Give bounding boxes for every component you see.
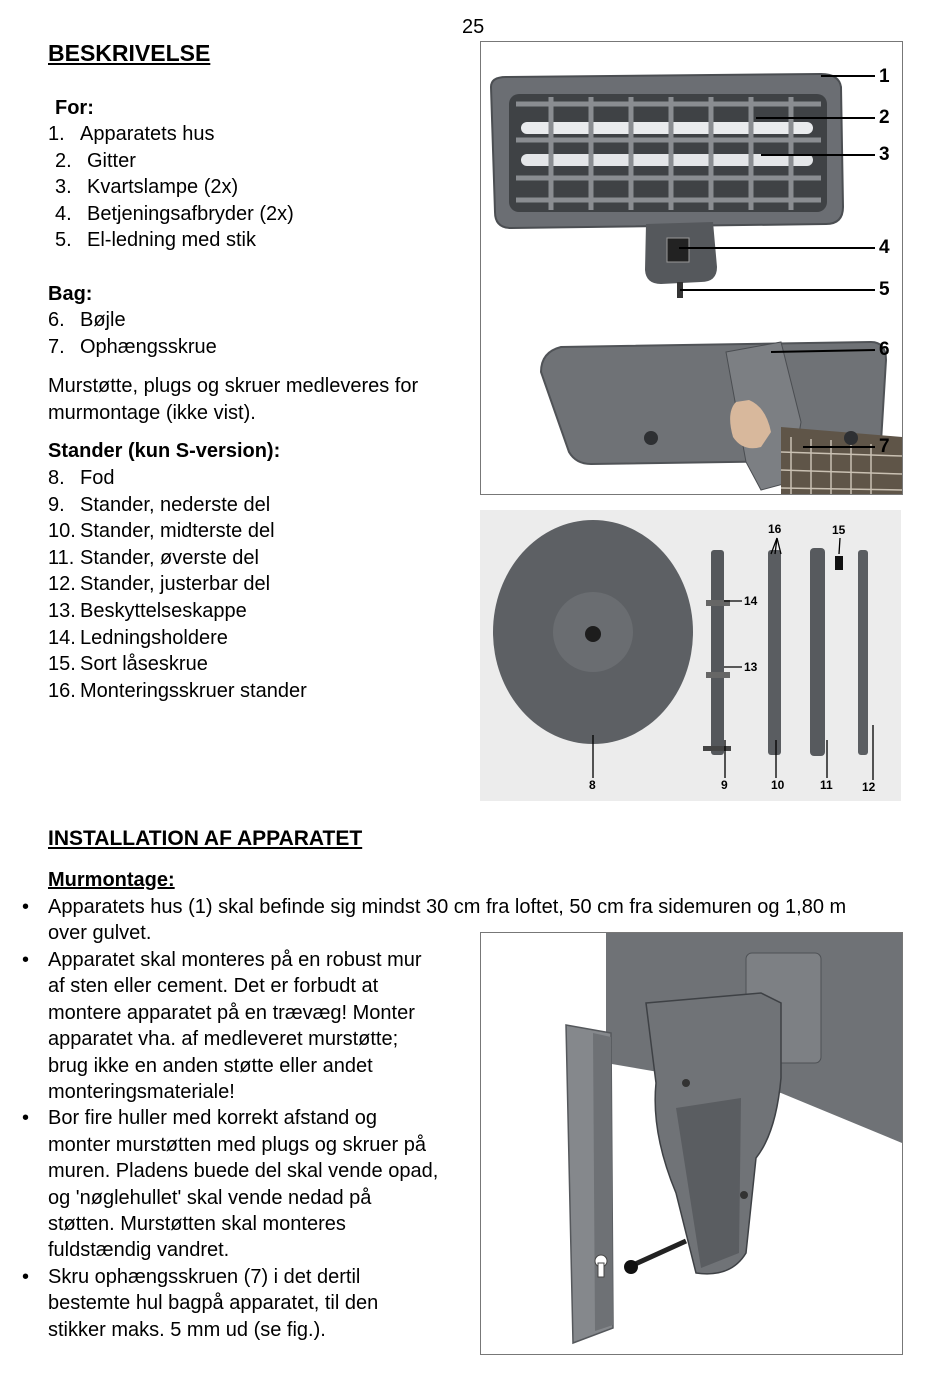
- list-item: 14. Ledningsholdere: [48, 626, 228, 649]
- stand-callout-15: 15: [832, 523, 846, 537]
- heater-parts-figure: [480, 41, 903, 495]
- list-item: 9. Stander, nederste del: [48, 493, 271, 516]
- list-item: 2. Gitter: [55, 149, 136, 172]
- stand-base-hole: [585, 626, 601, 642]
- keyhole-slot: [598, 1263, 604, 1277]
- section-title-installation: INSTALLATION AF APPARATET: [48, 827, 363, 850]
- list-item: 11. Stander, øverste del: [48, 546, 259, 569]
- tube-bottom: [711, 550, 724, 755]
- callout-5: 5: [879, 279, 890, 300]
- wall-rail-side: [593, 1033, 613, 1331]
- tube-adjust: [858, 550, 868, 755]
- stand-callout-8: 8: [589, 778, 596, 792]
- list-item: 16. Monteringsskruer stander: [48, 679, 307, 702]
- wall-bracket-illustration: [481, 933, 902, 1354]
- page-number: 25: [462, 16, 485, 38]
- section-title-description: BESKRIVELSE: [48, 40, 211, 66]
- list-item: 10. Stander, midterste del: [48, 520, 275, 543]
- switch-icon: [667, 238, 689, 262]
- list-item: 5. El-ledning med stik: [55, 229, 256, 252]
- list-item: 8. Fod: [48, 467, 115, 489]
- callout-6: 6: [879, 339, 890, 360]
- list-item: 15. Sort låseskrue: [48, 653, 208, 676]
- callout-4: 4: [879, 237, 890, 258]
- stand-callout-9: 9: [721, 778, 728, 792]
- callout-1: 1: [879, 66, 890, 87]
- list-item: 1. Apparatets hus: [48, 123, 215, 145]
- list-item: 4. Betjeningsafbryder (2x): [55, 202, 294, 225]
- screw-head-icon: [624, 1260, 638, 1274]
- stand-callout-12: 12: [862, 780, 876, 794]
- stand-callout-13: 13: [744, 660, 758, 674]
- stand-parts-figure: [480, 510, 901, 801]
- stand-parts-list: [48, 465, 307, 704]
- list-item: • Skru ophængsskruen (7) i det dertil bestemte hul bagpå apparatet, til den stikker maks. 5 mm ud (se fig.).: [48, 1264, 473, 1343]
- wall-mount-heading: Murmontage:: [48, 869, 175, 891]
- back-parts-list: [48, 307, 217, 360]
- list-item: 7. Ophængsskrue: [48, 335, 217, 358]
- list-item: 6. Bøjle: [48, 309, 126, 331]
- front-heading: For:: [55, 97, 94, 119]
- tube-middle: [768, 550, 781, 755]
- list-item: 3. Kvartslampe (2x): [55, 176, 239, 199]
- mounting-note: Murstøtte, plugs og skruer medleveres for murmontage (ikke vist).: [48, 375, 419, 424]
- list-item: • Apparatet skal monteres på en robust mur af sten eller cement. Det er forbudt at montere apparatet på en trævæg! Monter apparatet vha. af medleveret murstøtte; brug ikke en anden støtte eller andet monteringsmateriale!: [48, 947, 473, 1105]
- callout-3: 3: [879, 144, 890, 165]
- list-item: 12. Stander, justerbar del: [48, 573, 271, 596]
- list-item: • Bor fire huller med korrekt afstand og monter murstøtten med plugs og skruer på muren. Pladens buede del skal vende opad, og 'nøglehullet' skal vende nedad på støtten. Murstøtten skal monteres fuldstændig vandret.: [48, 1105, 473, 1263]
- heater-grille-area: [509, 94, 827, 212]
- stand-illustration: [480, 510, 901, 801]
- callout-7: 7: [879, 436, 890, 457]
- bracket-hole: [682, 1079, 690, 1087]
- installation-bullets: [48, 947, 473, 1343]
- hanging-screw: [631, 1241, 686, 1266]
- wall-bracket-figure: [480, 932, 903, 1355]
- stand-callout-14: 14: [744, 594, 758, 608]
- callout-2: 2: [879, 107, 890, 128]
- front-parts-list: [48, 121, 294, 254]
- stand-callout-16: 16: [768, 522, 782, 536]
- lock-screw: [835, 556, 843, 570]
- tube-bottom-foot: [703, 746, 731, 751]
- heater-illustration: [481, 42, 902, 494]
- back-foot-right: [844, 431, 858, 445]
- tube-top: [810, 548, 825, 756]
- back-heading: Bag:: [48, 283, 93, 305]
- back-foot-left: [644, 431, 658, 445]
- bracket-hole: [740, 1191, 748, 1199]
- list-item: • Apparatets hus (1) skal befinde sig mindst 30 cm fra loftet, 50 cm fra sidemuren og 1,80 m over gulvet.: [48, 894, 928, 947]
- stand-callout-11: 11: [820, 778, 833, 792]
- list-item: 13. Beskyttelseskappe: [48, 599, 247, 622]
- stand-callout-10: 10: [771, 778, 785, 792]
- protective-cap: [706, 672, 730, 678]
- stand-heading: Stander (kun S-version):: [48, 440, 281, 462]
- quartz-lamp-upper: [521, 122, 813, 134]
